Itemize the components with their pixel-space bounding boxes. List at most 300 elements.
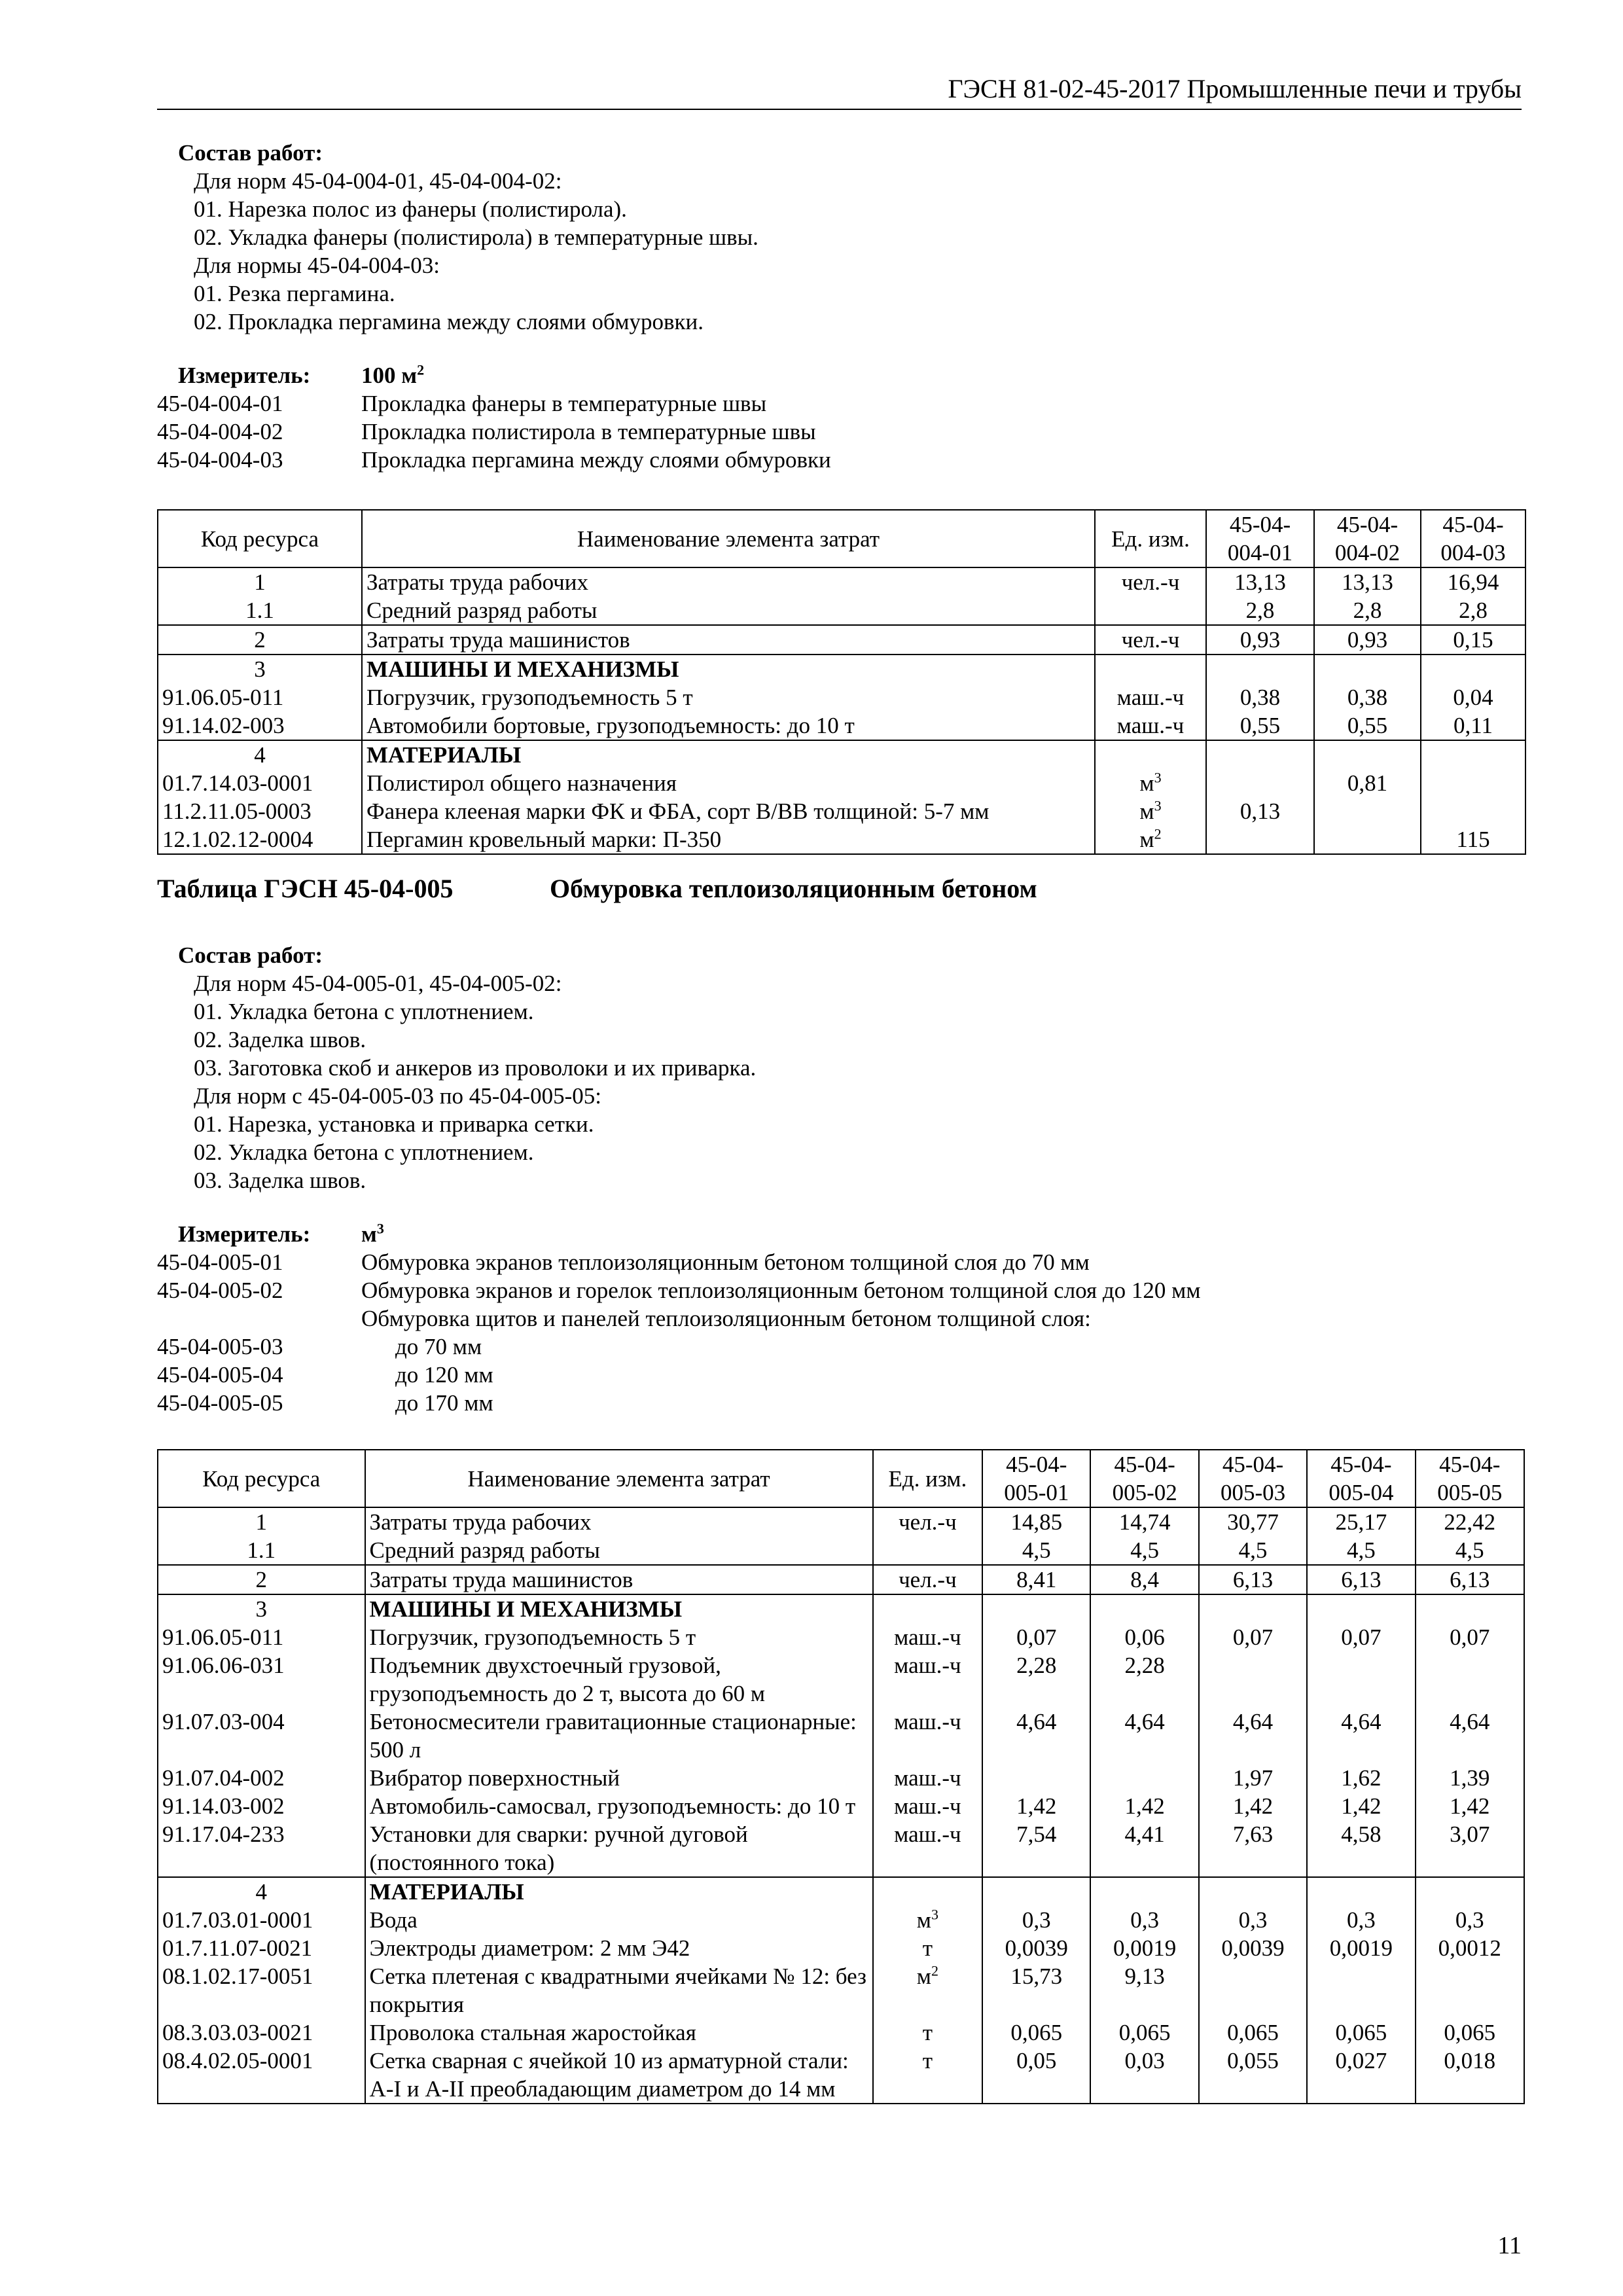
resource-name: Затраты труда рабочих: [365, 1507, 873, 1536]
resource-code: 4: [158, 1877, 365, 1906]
column-header: Наименование элемента затрат: [365, 1450, 873, 1507]
norm-value: 0,3: [1416, 1906, 1524, 1934]
norm-value: [1314, 740, 1421, 769]
norm-value: [1421, 740, 1525, 769]
norm-value: 0,81: [1314, 769, 1421, 797]
sostav-line: 01. Нарезка полос из фанеры (полистирола).: [194, 196, 627, 222]
resource-name: Погрузчик, грузоподъемность 5 т: [362, 683, 1095, 711]
norm-value: [1314, 797, 1421, 825]
norm-code: 45-04-005-03: [157, 1334, 283, 1359]
unit-text: маш.-ч: [1116, 713, 1185, 738]
norm-value: [1307, 1962, 1415, 2018]
section2-izmeritel: [157, 1220, 1525, 1417]
resource-code: 08.1.02.17-0051: [158, 1962, 365, 2018]
section-heading: МАШИНЫ И МЕХАНИЗМЫ: [362, 655, 1095, 683]
izmeritel-label: Измеритель:: [178, 363, 311, 388]
izmeritel-value: $м^3$: [361, 1220, 384, 1247]
izmeritel-row: [157, 361, 1525, 389]
norm-value: 0,065: [1416, 2018, 1524, 2047]
table-title-name: Обмуровка теплоизоляционным бетоном: [550, 874, 1037, 903]
column-header-line: 004-01: [1227, 540, 1293, 565]
norm-value: 14,74: [1090, 1507, 1198, 1536]
resource-name: Фанера клееная марки ФК и ФБА, сорт В/ВВ толщиной: 5-7 мм: [362, 797, 1095, 825]
norm-name: Прокладка пергамина между слоями обмуровки: [361, 447, 831, 473]
norm-value: 2,8: [1421, 596, 1525, 625]
norm-value: 0,0019: [1090, 1934, 1198, 1962]
unit-text: м: [1139, 827, 1154, 852]
norm-value: 30,77: [1199, 1507, 1307, 1536]
unit-of-measure: [873, 2018, 982, 2047]
norm-row: [157, 1361, 1525, 1389]
resource-code: 2: [158, 1565, 365, 1594]
norm-value: 4,5: [1307, 1536, 1415, 1565]
column-header: [982, 1450, 1090, 1507]
table-row: [158, 1962, 1524, 2018]
column-header-line: 45-04-: [1442, 512, 1504, 537]
resource-name: Средний разряд работы: [365, 1536, 873, 1565]
unit-text: маш.-ч: [894, 1653, 961, 1678]
sostav-line: Для норм с 45-04-005-03 по 45-04-005-05:: [194, 1083, 601, 1109]
resource-code: 08.4.02.05-0001: [158, 2047, 365, 2104]
sostav-line: Для норм 45-04-005-01, 45-04-005-02:: [194, 971, 562, 996]
column-header-line: 005-03: [1220, 1480, 1286, 1505]
norm-value: [1199, 1594, 1307, 1623]
unit-text: маш.-ч: [894, 1709, 961, 1734]
unit-text: чел.-ч: [899, 1509, 957, 1535]
norm-row: [157, 446, 1525, 474]
table-row: [158, 797, 1525, 825]
section-heading: МАТЕРИАЛЫ: [365, 1877, 873, 1906]
norm-code: 45-04-005-01: [157, 1249, 283, 1275]
norm-value: 15,73: [982, 1962, 1090, 2018]
norm-value: [1090, 1877, 1198, 1906]
table-title: [157, 873, 1037, 905]
column-header-line: 45-04-: [1439, 1452, 1501, 1477]
norm-value: 0,027: [1307, 2047, 1415, 2104]
resource-name: Полистирол общего назначения: [362, 769, 1095, 797]
table-row: [158, 567, 1525, 596]
table-row: [158, 1820, 1524, 1877]
resource-code: 01.7.03.01-0001: [158, 1906, 365, 1934]
norm-value: 0,3: [1307, 1906, 1415, 1934]
norm-value: 4,5: [1090, 1536, 1198, 1565]
norm-value: [1421, 797, 1525, 825]
norm-name: до 70 мм: [395, 1334, 482, 1359]
norm-value: 0,055: [1199, 2047, 1307, 2104]
norm-value: [1416, 1594, 1524, 1623]
norm-value: 2,8: [1314, 596, 1421, 625]
norm-value: [1090, 1594, 1198, 1623]
sostav-line: Для нормы 45-04-004-03:: [194, 253, 440, 278]
resource-code: 01.7.11.07-0021: [158, 1934, 365, 1962]
column-header: Код ресурса: [158, 1450, 365, 1507]
norm-row: [157, 1248, 1525, 1276]
norm-value: 13,13: [1206, 567, 1314, 596]
norm-value: 0,3: [982, 1906, 1090, 1934]
norm-value: 0,15: [1421, 625, 1525, 655]
resource-table: [157, 1449, 1525, 2104]
unit-text: маш.-ч: [1116, 685, 1185, 710]
norm-value: [1416, 1962, 1524, 2018]
resource-name: Затраты труда машинистов: [365, 1565, 873, 1594]
norm-value: 8,4: [1090, 1565, 1198, 1594]
norm-value: [1206, 825, 1314, 854]
unit-of-measure: [873, 1906, 982, 1934]
norm-value: 16,94: [1421, 567, 1525, 596]
norm-value: 9,13: [1090, 1962, 1198, 2018]
unit-of-measure: [873, 1708, 982, 1764]
norm-value: 1,42: [1416, 1792, 1524, 1820]
unit-text: м: [1139, 798, 1154, 824]
section-heading: МАТЕРИАЛЫ: [362, 740, 1095, 769]
norm-value: 13,13: [1314, 567, 1421, 596]
norm-value: 0,018: [1416, 2047, 1524, 2104]
unit-text: т: [922, 1935, 933, 1961]
norm-name: Прокладка полистирола в температурные швы: [361, 419, 816, 444]
unit-of-measure: [873, 1962, 982, 2018]
resource-code: 91.06.05-011: [158, 1623, 365, 1651]
norm-value: 4,64: [1416, 1708, 1524, 1764]
norm-value: 4,5: [982, 1536, 1090, 1565]
sostav-line: 02. Заделка швов.: [194, 1027, 366, 1052]
table-45-04-004: [157, 509, 1525, 855]
norm-code: 45-04-004-02: [157, 419, 283, 444]
norm-value: 0,07: [1416, 1623, 1524, 1651]
norm-value: 6,13: [1416, 1565, 1524, 1594]
resource-code: 1.1: [158, 596, 362, 625]
resource-code: 91.14.02-003: [158, 711, 362, 740]
norm-value: [1307, 1651, 1415, 1708]
resource-name: Установки для сварки: ручной дуговой (постоянного тока): [365, 1820, 873, 1877]
norm-value: [1314, 655, 1421, 683]
norm-value: 0,3: [1199, 1906, 1307, 1934]
norm-value: 3,07: [1416, 1820, 1524, 1877]
resource-name: Сетка плетеная с квадратными ячейками № 12: без покрытия: [365, 1962, 873, 2018]
norm-value: 0,065: [1307, 2018, 1415, 2047]
resource-code: 4: [158, 740, 362, 769]
norm-code: 45-04-004-03: [157, 447, 283, 473]
norm-value: 0,0039: [1199, 1934, 1307, 1962]
norm-value: 0,3: [1090, 1906, 1198, 1934]
unit-of-measure: [1095, 769, 1206, 797]
norm-list: [157, 389, 1525, 474]
sostav-lines: [157, 167, 1525, 336]
unit-of-measure: [1095, 797, 1206, 825]
norm-value: 22,42: [1416, 1507, 1524, 1536]
unit-text: маш.-ч: [894, 1765, 961, 1791]
unit-of-measure: [873, 1877, 982, 1906]
table-row: [158, 2047, 1524, 2104]
norm-value: 115: [1421, 825, 1525, 854]
sostav-lines: [157, 969, 1525, 1194]
norm-value: 7,63: [1199, 1820, 1307, 1877]
column-header: [1416, 1450, 1524, 1507]
unit-exponent: 3: [931, 1906, 938, 1923]
norm-name: до 170 мм: [395, 1390, 493, 1416]
unit-of-measure: [1095, 825, 1206, 854]
norm-name: до 120 мм: [395, 1362, 493, 1388]
table-45-04-005: [157, 1449, 1525, 2104]
column-header: Наименование элемента затрат: [362, 510, 1095, 567]
norm-value: [1307, 1594, 1415, 1623]
table-row: [158, 1934, 1524, 1962]
column-header: [1090, 1450, 1198, 1507]
page-number: 11: [1497, 2232, 1522, 2259]
table-row: [158, 655, 1525, 683]
resource-code: 11.2.11.05-0003: [158, 797, 362, 825]
sostav-title: Состав работ:: [178, 942, 323, 968]
column-header-line: 005-01: [1004, 1480, 1069, 1505]
resource-name: Сетка сварная с ячейкой 10 из арматурной стали: А-I и А-II преобладающим диаметром до 14 мм: [365, 2047, 873, 2104]
resource-name: Бетоносмесители гравитационные стационарные: 500 л: [365, 1708, 873, 1764]
norm-value: 4,64: [1090, 1708, 1198, 1764]
norm-value: 0,0012: [1416, 1934, 1524, 1962]
table-row: [158, 1623, 1524, 1651]
norm-value: [1199, 1877, 1307, 1906]
unit-text: чел.-ч: [1121, 627, 1180, 653]
unit-of-measure: [1095, 711, 1206, 740]
unit-text: маш.-ч: [894, 1624, 961, 1650]
column-header-line: 005-04: [1329, 1480, 1394, 1505]
sostav-line: 01. Нарезка, установка и приварка сетки.: [194, 1111, 594, 1137]
norm-value: 14,85: [982, 1507, 1090, 1536]
resource-code: 1: [158, 567, 362, 596]
table-row: [158, 1764, 1524, 1792]
resource-code: 1: [158, 1507, 365, 1536]
norm-row: [157, 1304, 1525, 1333]
unit-of-measure: [873, 1594, 982, 1623]
izmeritel-value: 100 $м^2$: [361, 361, 425, 388]
section-heading: МАШИНЫ И МЕХАНИЗМЫ: [365, 1594, 873, 1623]
unit-of-measure: [873, 1651, 982, 1708]
norm-value: 2,28: [982, 1651, 1090, 1708]
unit-text: т: [922, 2020, 933, 2045]
table-row: [158, 2018, 1524, 2047]
sostav-line: Для норм 45-04-004-01, 45-04-004-02:: [194, 168, 562, 194]
norm-value: 4,5: [1199, 1536, 1307, 1565]
norm-value: 0,38: [1206, 683, 1314, 711]
norm-name: Прокладка фанеры в температурные швы: [361, 391, 767, 416]
norm-code: 45-04-005-05: [157, 1390, 283, 1416]
unit-of-measure: [1095, 596, 1206, 625]
unit-of-measure: [873, 2047, 982, 2104]
unit-text: чел.-ч: [1121, 569, 1180, 595]
resource-code: 2: [158, 625, 362, 655]
resource-code: 12.1.02.12-0004: [158, 825, 362, 854]
table-row: [158, 769, 1525, 797]
column-header: [1199, 1450, 1307, 1507]
sostav-line: 03. Заготовка скоб и анкеров из проволоки и их приварка.: [194, 1055, 757, 1081]
norm-value: 8,41: [982, 1565, 1090, 1594]
column-header-line: 005-02: [1112, 1480, 1177, 1505]
norm-value: [1199, 1651, 1307, 1708]
resource-name: Электроды диаметром: 2 мм Э42: [365, 1934, 873, 1962]
unit-text: маш.-ч: [894, 1793, 961, 1819]
norm-value: 4,64: [1199, 1708, 1307, 1764]
table-title-label: Таблица ГЭСН 45-04-005: [157, 874, 454, 903]
norm-value: [982, 1594, 1090, 1623]
sostav-line: 03. Заделка швов.: [194, 1168, 366, 1193]
norm-list: [157, 1248, 1525, 1417]
norm-row: [157, 1389, 1525, 1417]
table-row: [158, 1708, 1524, 1764]
norm-value: 4,41: [1090, 1820, 1198, 1877]
resource-code: 3: [158, 655, 362, 683]
unit-of-measure: [1095, 567, 1206, 596]
norm-value: [1307, 1877, 1415, 1906]
resource-code: 1.1: [158, 1536, 365, 1565]
norm-value: 0,13: [1206, 797, 1314, 825]
norm-value: 1,62: [1307, 1764, 1415, 1792]
unit-text: м: [1139, 770, 1154, 796]
unit-text: м: [916, 1964, 931, 1989]
norm-row: [157, 1333, 1525, 1361]
unit-exponent: 3: [1154, 769, 1162, 786]
section2-sostav: [157, 941, 1525, 1194]
resource-name: Затраты труда рабочих: [362, 567, 1095, 596]
norm-value: 0,07: [982, 1623, 1090, 1651]
table-row: [158, 683, 1525, 711]
norm-value: 1,39: [1416, 1764, 1524, 1792]
norm-value: 0,05: [982, 2047, 1090, 2104]
column-header: Код ресурса: [158, 510, 362, 567]
norm-value: 0,38: [1314, 683, 1421, 711]
norm-value: [1416, 1651, 1524, 1708]
norm-value: 1,42: [1199, 1792, 1307, 1820]
section1-sostav: [157, 139, 1525, 336]
unit-of-measure: [1095, 740, 1206, 769]
norm-value: 7,54: [982, 1820, 1090, 1877]
table-row: [158, 711, 1525, 740]
unit-of-measure: [873, 1764, 982, 1792]
sostav-line: 01. Укладка бетона с уплотнением.: [194, 999, 534, 1024]
norm-value: [1206, 769, 1314, 797]
resource-name: Автомобили бортовые, грузоподъемность: до 10 т: [362, 711, 1095, 740]
table-row: [158, 1651, 1524, 1708]
resource-code: 08.3.03.03-0021: [158, 2018, 365, 2047]
norm-value: [1416, 1877, 1524, 1906]
column-header-line: 45-04-: [1114, 1452, 1175, 1477]
column-header-line: 45-04-: [1229, 512, 1291, 537]
sostav-line: 02. Прокладка пергамина между слоями обмуровки.: [194, 309, 704, 334]
resource-code: 01.7.14.03-0001: [158, 769, 362, 797]
norm-value: 0,065: [982, 2018, 1090, 2047]
norm-value: 0,065: [1199, 2018, 1307, 2047]
norm-value: 0,93: [1206, 625, 1314, 655]
resource-code: 91.14.03-002: [158, 1792, 365, 1820]
unit-exponent: 3: [1154, 797, 1162, 814]
norm-value: [1090, 1764, 1198, 1792]
norm-value: 4,64: [982, 1708, 1090, 1764]
column-header: [1206, 510, 1314, 567]
norm-value: 0,55: [1206, 711, 1314, 740]
norm-value: 1,97: [1199, 1764, 1307, 1792]
column-header: Ед. изм.: [873, 1450, 982, 1507]
norm-value: 4,58: [1307, 1820, 1415, 1877]
table-row: [158, 1792, 1524, 1820]
unit-text: м: [916, 1907, 931, 1933]
izmeritel-label: Измеритель:: [178, 1221, 311, 1247]
column-header: Ед. изм.: [1095, 510, 1206, 567]
izmeritel-row: [157, 1220, 1525, 1248]
resource-name: Вода: [365, 1906, 873, 1934]
table-row: [158, 825, 1525, 854]
norm-value: 0,11: [1421, 711, 1525, 740]
resource-name: Проволока стальная жаростойкая: [365, 2018, 873, 2047]
unit-text: чел.-ч: [899, 1567, 957, 1592]
norm-value: 6,13: [1307, 1565, 1415, 1594]
norm-value: [982, 1877, 1090, 1906]
section1-izmeritel: [157, 361, 1525, 474]
norm-value: [1199, 1962, 1307, 2018]
column-header: [1421, 510, 1525, 567]
table-row: [158, 1507, 1524, 1536]
table-row: [158, 1536, 1524, 1565]
table-row: [158, 625, 1525, 655]
resource-code: 91.06.05-011: [158, 683, 362, 711]
norm-value: 1,42: [1307, 1792, 1415, 1820]
resource-name: Пергамин кровельный марки: П-350: [362, 825, 1095, 854]
norm-value: 2,8: [1206, 596, 1314, 625]
resource-code: 91.07.03-004: [158, 1708, 365, 1764]
unit-of-measure: [1095, 625, 1206, 655]
norm-value: 0,065: [1090, 2018, 1198, 2047]
resource-code: 91.07.04-002: [158, 1764, 365, 1792]
norm-value: 1,42: [1090, 1792, 1198, 1820]
norm-value: 0,04: [1421, 683, 1525, 711]
column-header-line: 45-04-: [1336, 512, 1399, 537]
norm-value: 0,0039: [982, 1934, 1090, 1962]
column-header: [1307, 1450, 1415, 1507]
table-row: [158, 1565, 1524, 1594]
column-header: [1314, 510, 1421, 567]
unit-text: маш.-ч: [894, 1821, 961, 1847]
column-header-line: 45-04-: [1330, 1452, 1392, 1477]
resource-code: 91.06.06-031: [158, 1651, 365, 1708]
column-header-line: 005-05: [1437, 1480, 1503, 1505]
norm-value: 4,64: [1307, 1708, 1415, 1764]
unit-of-measure: [873, 1536, 982, 1565]
norm-row: [157, 389, 1525, 418]
norm-value: 6,13: [1199, 1565, 1307, 1594]
column-header-line: 45-04-: [1006, 1452, 1067, 1477]
norm-value: 0,93: [1314, 625, 1421, 655]
norm-value: [1206, 655, 1314, 683]
sostav-line: 02. Укладка бетона с уплотнением.: [194, 1139, 534, 1165]
norm-value: [1206, 740, 1314, 769]
resource-name: Затраты труда машинистов: [362, 625, 1095, 655]
norm-value: 0,55: [1314, 711, 1421, 740]
norm-value: 0,06: [1090, 1623, 1198, 1651]
column-header-line: 004-02: [1334, 540, 1400, 565]
table-row: [158, 1877, 1524, 1906]
table-row: [158, 1906, 1524, 1934]
resource-name: Подъемник двухстоечный грузовой, грузоподъемность до 2 т, высота до 60 м: [365, 1651, 873, 1708]
norm-value: [1421, 655, 1525, 683]
resource-name: Средний разряд работы: [362, 596, 1095, 625]
unit-text: т: [922, 2048, 933, 2073]
unit-of-measure: [1095, 683, 1206, 711]
norm-code: 45-04-004-01: [157, 391, 283, 416]
column-header-line: 45-04-: [1222, 1452, 1284, 1477]
unit-of-measure: [873, 1623, 982, 1651]
sostav-title: Состав работ:: [178, 140, 323, 166]
norm-value: 25,17: [1307, 1507, 1415, 1536]
norm-value: [1421, 769, 1525, 797]
norm-name: Обмуровка щитов и панелей теплоизоляционным бетоном толщиной слоя:: [361, 1306, 1091, 1331]
resource-code: 3: [158, 1594, 365, 1623]
unit-of-measure: [873, 1792, 982, 1820]
